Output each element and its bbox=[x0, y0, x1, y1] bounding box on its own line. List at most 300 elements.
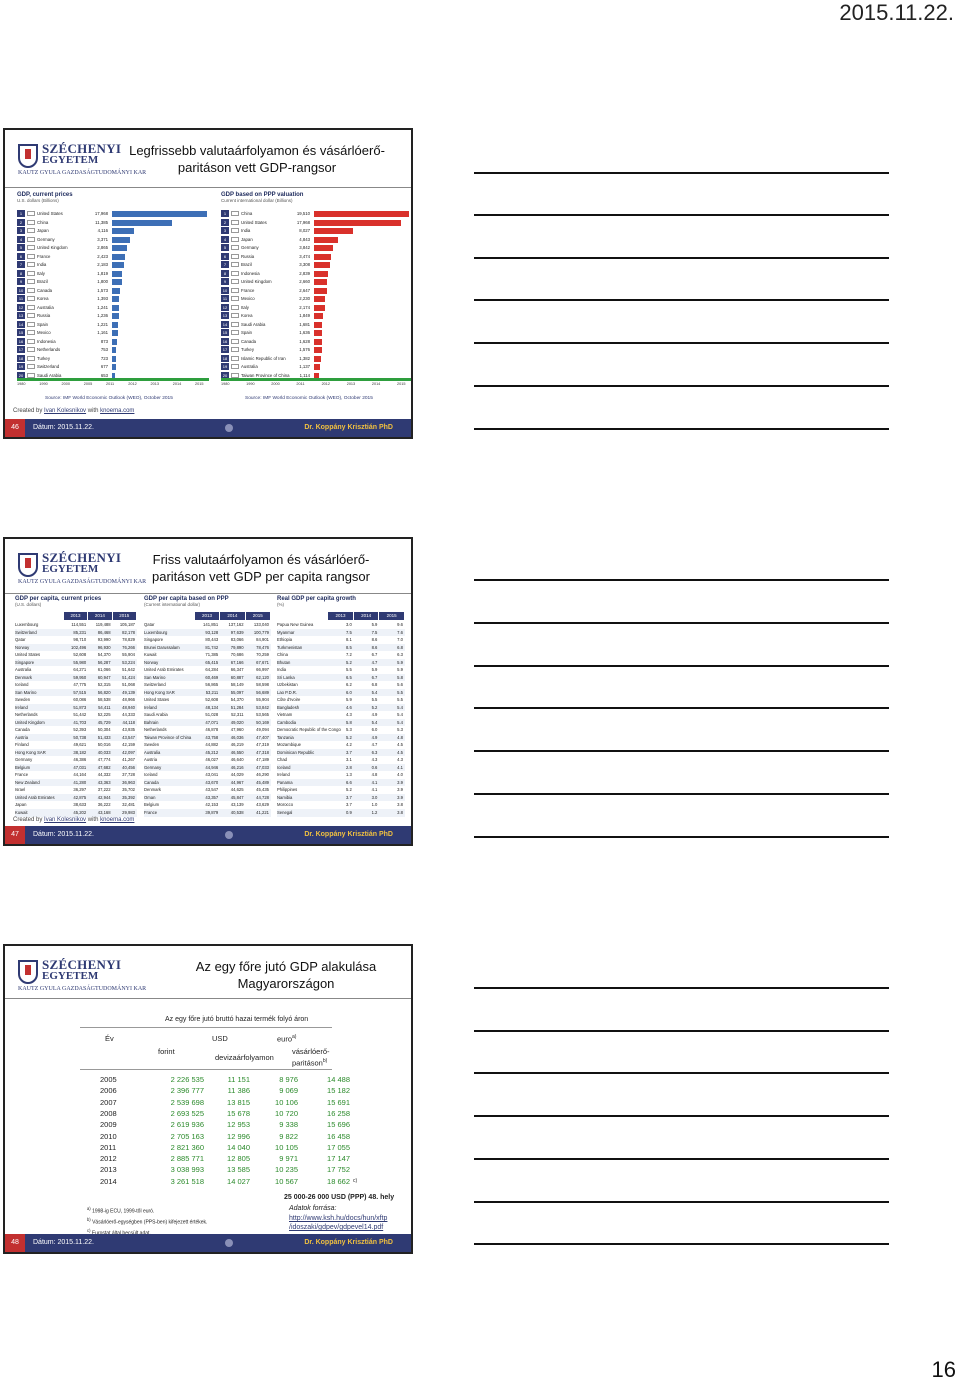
country-name: Germany bbox=[241, 245, 259, 250]
cell-value: 5.4 bbox=[397, 719, 403, 725]
cell-value: 35,392 bbox=[122, 794, 135, 800]
cell-value: 53,565 bbox=[256, 712, 269, 717]
country-name: Saudi Arabia bbox=[241, 321, 266, 327]
flag-icon bbox=[27, 347, 35, 352]
cell-value: 4.3 bbox=[371, 757, 378, 762]
ranking-row bbox=[17, 270, 209, 278]
cell-value: 46,290 bbox=[256, 772, 269, 777]
university-logo: SZÉCHENYI EGYETEM KAUTZ GYULA GAZDASÁGTUDOMÁNYI KAR bbox=[18, 550, 147, 585]
cell-value: 55,097 bbox=[230, 689, 244, 695]
cell-value: 5.9 bbox=[397, 667, 403, 672]
cell-value: 5.8 bbox=[345, 719, 352, 725]
cell-value: 3.8 bbox=[397, 809, 403, 815]
flag-icon bbox=[231, 339, 239, 344]
flag-icon bbox=[231, 262, 239, 267]
country-name: Australia bbox=[37, 304, 54, 310]
country-name: Oman bbox=[144, 794, 156, 800]
cell-value: 48,134 bbox=[205, 704, 219, 710]
cell-value: 5.9 bbox=[397, 659, 403, 665]
cell-value: 46,216 bbox=[230, 764, 244, 770]
cell-value: 44,164 bbox=[73, 772, 87, 777]
country-name: Qatar bbox=[15, 637, 26, 642]
cell-value: 14 040 bbox=[227, 1142, 250, 1152]
country-name: Italy bbox=[241, 304, 249, 310]
ranking-row bbox=[221, 227, 411, 235]
country-name: Myanmar bbox=[277, 629, 295, 635]
cell-value: 10 105 bbox=[275, 1142, 298, 1152]
country-name: Japan bbox=[241, 236, 253, 242]
rank-number: 9 bbox=[17, 278, 25, 285]
cell-value: 3.7 bbox=[345, 749, 352, 755]
cell-value: 51,068 bbox=[122, 682, 135, 687]
cell-value: 15 182 bbox=[327, 1086, 350, 1096]
cell-value: 8.1 bbox=[345, 637, 352, 642]
cell-value: 6.7 bbox=[371, 674, 378, 680]
flag-icon bbox=[27, 356, 35, 361]
country-name: Indonesia bbox=[241, 270, 260, 276]
country-name: Brazil bbox=[37, 279, 48, 284]
cell-value: 51,028 bbox=[205, 712, 219, 717]
cell-value: 29,983 bbox=[122, 809, 135, 815]
cell-value: 48,940 bbox=[122, 704, 135, 710]
cell-value: 47,033 bbox=[256, 764, 269, 770]
country-name: Israel bbox=[15, 787, 26, 792]
cell-value: 5.2 bbox=[345, 659, 352, 665]
cell-value: 5.9 bbox=[345, 697, 352, 702]
gdp-bar bbox=[314, 271, 328, 277]
gdp-bar bbox=[112, 356, 116, 362]
cell-value: 38,182 bbox=[73, 749, 87, 755]
flag-icon bbox=[231, 228, 239, 233]
year-label: 2000 bbox=[271, 382, 280, 386]
slide-48: SZÉCHENYI EGYETEM KAUTZ GYULA GAZDASÁGTUDOMÁNYI KAR Az egy főre jutó GDP alakulása Magyarországon Az egy főre jutó bruttó hazai termék folyó áron Év forint USD euro$^{a)}$ devizaárfolyamon vásárlóerő- paritáson$^{b)}$ 2005 2 226 535 11 151 8 976 14 488 2006 2 396 777 11 386 9 069 15 182 2007 2 539 698 13 815 10 106 15 691 2008 2 693 525 15 678 10 720 16 258 2009 2 619 936 12 953 9 338 15 696 2010 2 705 163 12 996 9 822 16 458 2011 2 821 360 14 040 10 105 17 055 2012 2 885 771 12 805 9 971 17 147 2013 3 038 993 13 585 10 235 17 752 2014 3 261 518 14 027 10 567 18 662 c) $^{a)}$ 1998-ig ECU, 1999-től euró. $^{b)}$ Vásárlóerő-egységben (PPS-ben) kifejezett értékek. $^{c)}$ 25 000-26 000 USD (PPP) 48. hely Adatok forrása: http://www.ksh.hu/docs/hun/xftp /idoszaki/gdpev/gdpevel14.pdf 48 Dátum: 2015.11.22. Dr. Koppány Krisztián PhD bbox=[3, 944, 413, 1254]
ranking-row bbox=[221, 363, 411, 371]
cell-value: 36,963 bbox=[122, 779, 135, 785]
country-name: Qatar bbox=[144, 622, 155, 627]
year-label: 2010 bbox=[100, 1131, 117, 1141]
cell-value: 2 619 936 bbox=[170, 1120, 204, 1130]
cell-value: 4.5 bbox=[397, 742, 403, 747]
year-label: 2000 bbox=[61, 382, 70, 386]
gdp-bar bbox=[314, 364, 320, 370]
cell-value: 7.0 bbox=[397, 637, 403, 642]
ranking-row bbox=[221, 278, 411, 286]
gdp-value: 3,842 bbox=[299, 245, 310, 250]
country-name: Sweden bbox=[144, 742, 160, 747]
cell-value: 60,086 bbox=[73, 697, 87, 702]
gdp-bar bbox=[112, 245, 127, 251]
year-label: 2013 bbox=[100, 1165, 117, 1175]
cell-value: 4.1 bbox=[371, 779, 378, 785]
cell-value: 45,489 bbox=[256, 779, 269, 785]
cell-value: 40,033 bbox=[97, 749, 111, 755]
rank-number: 14 bbox=[222, 321, 228, 327]
cell-value: 98,710 bbox=[73, 637, 87, 642]
country-name: Islamic Republic of Iran bbox=[241, 355, 286, 361]
year-label: 2007 bbox=[100, 1097, 117, 1107]
country-name: Luxembourg bbox=[144, 629, 168, 635]
gdp-value: 1,221 bbox=[97, 321, 108, 327]
footer-logo-icon bbox=[225, 424, 233, 432]
cell-value: 5.9 bbox=[371, 622, 378, 627]
country-name: Democratic Republic of the Congo bbox=[277, 727, 341, 732]
cell-value: 86,468 bbox=[97, 629, 111, 635]
country-name: Ireland bbox=[144, 704, 157, 710]
cell-value: 43,363 bbox=[97, 779, 111, 785]
cell-value: 8 976 bbox=[279, 1075, 298, 1084]
year-label: 2013 bbox=[150, 382, 159, 386]
year-label: 2015 bbox=[397, 382, 406, 386]
gdp-bar bbox=[314, 262, 330, 268]
gdp-value: 1,161 bbox=[97, 330, 108, 335]
country-name: Namibia bbox=[277, 794, 293, 800]
rank-number: 19 bbox=[222, 364, 228, 369]
flag-icon bbox=[27, 237, 35, 242]
gdp-bar bbox=[314, 330, 322, 336]
cell-value: 43,547 bbox=[122, 734, 135, 740]
cell-value: 42,875 bbox=[73, 794, 87, 800]
country-name: Switzerland bbox=[37, 364, 60, 369]
year-label: 2008 bbox=[100, 1108, 117, 1118]
country-name: Finland bbox=[15, 742, 29, 747]
gdp-value: 2,647 bbox=[299, 287, 310, 293]
gdp-bar bbox=[112, 228, 134, 234]
gdp-value: 1,393 bbox=[97, 296, 108, 301]
cell-value: 46,550 bbox=[230, 749, 244, 755]
country-name: Germany bbox=[15, 757, 33, 762]
cell-value: 43,168 bbox=[97, 809, 111, 815]
gdp-value: 3,474 bbox=[299, 253, 310, 259]
gdp-value: 723 bbox=[100, 355, 108, 361]
gdp-value: 11,385 bbox=[95, 219, 108, 225]
gdp-value: 2,183 bbox=[97, 262, 108, 267]
cell-value: 3 038 993 bbox=[170, 1165, 204, 1175]
flag-icon bbox=[231, 245, 239, 250]
country-name: Chad bbox=[277, 757, 288, 762]
cell-value: 6.3 bbox=[371, 749, 378, 755]
cell-value: 5.6 bbox=[397, 682, 403, 687]
cell-value: 44,625 bbox=[230, 787, 244, 792]
table-row bbox=[15, 809, 137, 817]
cell-value: 13 815 bbox=[227, 1097, 250, 1107]
cell-value: 54,370 bbox=[230, 697, 244, 702]
credit-line: Created by Ivan Kolesnikov with knoema.com bbox=[13, 817, 135, 823]
year-label: 2012 bbox=[321, 382, 331, 386]
flag-icon bbox=[27, 262, 35, 267]
rank-number: 2 bbox=[221, 219, 229, 226]
flag-icon bbox=[27, 364, 35, 369]
cell-value: 0.6 bbox=[371, 764, 378, 770]
year-label: 2014 bbox=[371, 382, 381, 386]
cell-value: 70,259 bbox=[256, 652, 269, 657]
gdp-bar bbox=[314, 322, 322, 328]
cell-value: 105,187 bbox=[119, 622, 135, 627]
cell-value: 44,333 bbox=[122, 712, 135, 717]
cell-value: 5.4 bbox=[371, 689, 378, 695]
year-label: 1990 bbox=[246, 382, 255, 386]
cell-value: 37,728 bbox=[122, 772, 135, 777]
gdp-value: 2,230 bbox=[299, 296, 310, 301]
country-name: United Kingdom bbox=[15, 719, 45, 725]
cell-value: 3.0 bbox=[371, 794, 378, 800]
cell-value: 15 691 bbox=[327, 1097, 350, 1107]
rank-number: 2 bbox=[17, 219, 25, 226]
cell-value: 43,041 bbox=[205, 772, 219, 777]
gdp-value: 3,371 bbox=[97, 236, 108, 242]
cell-value: 2 396 777 bbox=[170, 1086, 204, 1096]
cell-value: 93,990 bbox=[97, 637, 111, 642]
rank-number: 19 bbox=[18, 364, 24, 369]
gdp-value: 4,116 bbox=[97, 228, 108, 233]
column-header: 2015 bbox=[379, 612, 404, 620]
cell-value: 9 822 bbox=[279, 1131, 298, 1141]
country-name: Indonesia bbox=[37, 338, 56, 344]
country-name: Morocco bbox=[277, 802, 294, 807]
cell-value: 53,842 bbox=[256, 704, 269, 710]
cell-value: 13 585 bbox=[227, 1165, 250, 1175]
country-name: United States bbox=[241, 219, 267, 225]
cell-value: 76,266 bbox=[122, 644, 135, 650]
country-name: Uzbekistan bbox=[277, 682, 298, 687]
cell-value: 1.3 bbox=[345, 772, 352, 777]
rank-number: 3 bbox=[17, 227, 25, 234]
rank-number: 18 bbox=[222, 355, 228, 361]
country-name: Italy bbox=[37, 270, 45, 276]
country-name: Bhutan bbox=[277, 659, 291, 665]
table-row bbox=[80, 1176, 358, 1187]
year-label: 1990 bbox=[39, 382, 48, 386]
cell-value: 6.6 bbox=[345, 779, 352, 785]
flag-icon bbox=[27, 313, 35, 318]
cell-value: 52,315 bbox=[97, 682, 111, 687]
cell-value: 50,304 bbox=[97, 727, 111, 732]
gdp-value: 1,576 bbox=[299, 347, 310, 352]
country-name: Australia bbox=[15, 667, 32, 672]
country-name: Belgium bbox=[15, 764, 31, 770]
ranking-row bbox=[221, 321, 411, 329]
ranking-row bbox=[221, 270, 411, 278]
rank-number: 11 bbox=[222, 296, 228, 301]
country-name: Spain bbox=[241, 330, 252, 335]
ranking-row bbox=[221, 236, 411, 244]
ranking-row bbox=[17, 278, 209, 286]
cell-value: 58,149 bbox=[230, 682, 244, 687]
gdp-bar bbox=[314, 211, 409, 217]
source-link-2[interactable]: /idoszaki/gdpev/gdpevel14.pdf bbox=[289, 1224, 384, 1231]
column-header: 2015 bbox=[246, 612, 270, 620]
gdp-bar bbox=[314, 245, 333, 251]
country-name: Norway bbox=[15, 644, 30, 650]
cell-value: 5.5 bbox=[345, 667, 352, 672]
gdp-bar bbox=[314, 288, 327, 294]
flag-icon bbox=[27, 305, 35, 310]
cell-value: 56,865 bbox=[205, 682, 219, 687]
ranking-row bbox=[221, 287, 411, 295]
cell-value: 46,036 bbox=[230, 734, 244, 740]
cell-value: 81,742 bbox=[205, 644, 219, 650]
country-name: Germany bbox=[144, 764, 162, 770]
cell-value: 82,178 bbox=[122, 629, 135, 635]
cell-value: 36,297 bbox=[73, 787, 87, 792]
gdp-value: 17,968 bbox=[296, 219, 310, 225]
cell-value: 51,873 bbox=[73, 704, 87, 710]
cell-value: 2 226 535 bbox=[170, 1075, 204, 1084]
gdp-bar bbox=[314, 305, 325, 311]
cell-value: 61,066 bbox=[97, 667, 111, 672]
country-name: Austria bbox=[15, 734, 29, 740]
country-name: Iceland bbox=[144, 772, 158, 777]
gdp-value: 1,636 bbox=[299, 330, 310, 335]
cell-value: 47,407 bbox=[256, 734, 269, 740]
cell-value: 56,689 bbox=[256, 689, 269, 695]
source-link[interactable]: http://www.ksh.hu/docs/hun/xftp bbox=[289, 1215, 388, 1222]
year-label: 2015 bbox=[195, 382, 204, 386]
cell-value: 18 662 bbox=[327, 1176, 350, 1186]
cell-value: 52,608 bbox=[73, 652, 87, 657]
cell-value: 4.9 bbox=[371, 734, 378, 740]
cell-value: 47,319 bbox=[256, 742, 269, 747]
page-number: 16 bbox=[931, 1357, 956, 1382]
cell-value: 56,820 bbox=[97, 689, 111, 695]
cell-value: 44,967 bbox=[230, 779, 244, 785]
cell-value: 47,189 bbox=[256, 757, 269, 762]
cell-value: 80,443 bbox=[205, 637, 219, 642]
year-label: 2013 bbox=[346, 382, 356, 386]
rank-number: 16 bbox=[222, 338, 228, 344]
ranking-row bbox=[221, 312, 411, 320]
gdp-bar bbox=[112, 237, 130, 243]
gdp-hu-table bbox=[80, 1074, 358, 1189]
year-label: 2011 bbox=[100, 1142, 117, 1152]
cell-value: 11 386 bbox=[227, 1086, 250, 1096]
gdp-bar bbox=[112, 296, 119, 302]
cell-value: 5.2 bbox=[345, 787, 352, 792]
country-name: Ireland bbox=[15, 704, 28, 710]
cell-value: 6.0 bbox=[345, 689, 352, 695]
cell-value: 44,332 bbox=[97, 772, 111, 777]
cell-value: 2 821 360 bbox=[170, 1142, 204, 1152]
flag-icon bbox=[27, 228, 35, 233]
slide-title: Friss valutaárfolyamon és vásárlóerő-paritáson vett GDP per capita rangsor bbox=[152, 552, 370, 584]
country-name: Canada bbox=[15, 727, 30, 732]
table-row bbox=[277, 809, 405, 817]
cell-value: 97,639 bbox=[230, 629, 244, 635]
cell-value: 54,411 bbox=[98, 704, 111, 710]
cell-value: 51,424 bbox=[122, 674, 135, 680]
source-left: Source: IMF World Economic Outlook (WEO), October 2015 bbox=[45, 396, 173, 401]
rank-number: 18 bbox=[18, 355, 24, 361]
flag-icon bbox=[231, 373, 239, 378]
country-name: France bbox=[37, 253, 51, 259]
year-label: 2005 bbox=[83, 382, 93, 386]
rank-number: 9 bbox=[221, 278, 229, 285]
cell-value: 43,935 bbox=[122, 727, 135, 732]
rank-number: 8 bbox=[221, 270, 229, 277]
cell-value: 5.3 bbox=[345, 727, 352, 732]
country-name: Sri Lanka bbox=[277, 674, 295, 680]
year-label: 2014 bbox=[100, 1176, 117, 1186]
cell-value: 17 055 bbox=[327, 1142, 350, 1152]
ranking-row bbox=[221, 253, 411, 261]
country-name: Singapore bbox=[15, 659, 35, 665]
cell-value: 4.8 bbox=[397, 734, 403, 740]
country-name: Korea bbox=[241, 313, 253, 318]
cell-value: 3 261 518 bbox=[170, 1176, 204, 1186]
cell-value: 47,682 bbox=[97, 764, 111, 770]
ppp-rank-note: 25 000-26 000 USD (PPP) 48. hely bbox=[284, 1194, 395, 1201]
flag-icon bbox=[231, 288, 239, 293]
rank-number: 13 bbox=[18, 313, 24, 318]
cell-value: 2.8 bbox=[345, 764, 352, 770]
flag-icon bbox=[27, 288, 35, 293]
cell-value: 16 458 bbox=[327, 1131, 350, 1141]
cell-value: 2 539 698 bbox=[170, 1097, 204, 1107]
cell-value: 78,476 bbox=[256, 644, 269, 650]
rank-number: 13 bbox=[222, 313, 228, 318]
cell-value: 6.2 bbox=[345, 682, 352, 687]
gdp-value: 2,423 bbox=[97, 253, 108, 259]
country-name: Bangladesh bbox=[277, 704, 300, 710]
flag-icon bbox=[231, 364, 239, 369]
country-name: Spain bbox=[37, 321, 48, 327]
gdp-bar bbox=[112, 330, 118, 336]
ranking-row bbox=[17, 244, 209, 252]
slide-46 bbox=[3, 128, 413, 439]
country-name: Cambodia bbox=[277, 719, 297, 725]
cell-value: 38,633 bbox=[73, 802, 87, 807]
flag-icon bbox=[27, 254, 35, 259]
cell-value: 55,904 bbox=[256, 697, 269, 702]
year-label: 2005 bbox=[100, 1075, 117, 1084]
cell-value: 3.9 bbox=[397, 794, 403, 800]
gdp-bar bbox=[112, 288, 120, 294]
ranking-row bbox=[221, 210, 411, 218]
cell-value: 60,887 bbox=[230, 674, 244, 680]
rank-number: 1 bbox=[17, 210, 25, 217]
cell-value: 54,370 bbox=[97, 652, 111, 657]
cell-value: 10 720 bbox=[275, 1108, 298, 1118]
cell-value: 36,222 bbox=[97, 802, 111, 807]
cell-value: 64,284 bbox=[205, 667, 219, 672]
rank-number: 4 bbox=[221, 236, 229, 243]
gdp-value: 2,865 bbox=[97, 245, 108, 250]
cell-value: 47,071 bbox=[205, 719, 219, 725]
ranking-row bbox=[17, 295, 209, 303]
column-header: 2014 bbox=[354, 612, 379, 620]
gdp-bar bbox=[314, 228, 353, 234]
country-name: Lao P.D.R. bbox=[277, 689, 297, 695]
country-name: Brunei Darussalam bbox=[144, 644, 180, 650]
gdp-value: 653 bbox=[100, 372, 108, 378]
cell-value: 66,997 bbox=[256, 667, 269, 672]
cell-value: 43,758 bbox=[205, 734, 219, 740]
ranking-row bbox=[17, 236, 209, 244]
country-name: Saudi Arabia bbox=[37, 372, 62, 378]
cell-value: 44,946 bbox=[205, 764, 219, 770]
country-name: Germany bbox=[37, 236, 55, 242]
gdp-value: 1,236 bbox=[97, 313, 108, 318]
cell-value: 67,166 bbox=[230, 659, 244, 665]
table-row bbox=[80, 1131, 350, 1142]
cell-value: 47,775 bbox=[73, 682, 87, 687]
flag-icon bbox=[27, 271, 35, 276]
column-header: 2014 bbox=[220, 612, 244, 620]
cell-value: 10 106 bbox=[275, 1097, 298, 1107]
rank-number: 7 bbox=[221, 261, 229, 268]
cell-value: 53,224 bbox=[122, 659, 135, 665]
year-label: 2011 bbox=[106, 382, 115, 386]
cell-value: 65,415 bbox=[205, 659, 219, 665]
